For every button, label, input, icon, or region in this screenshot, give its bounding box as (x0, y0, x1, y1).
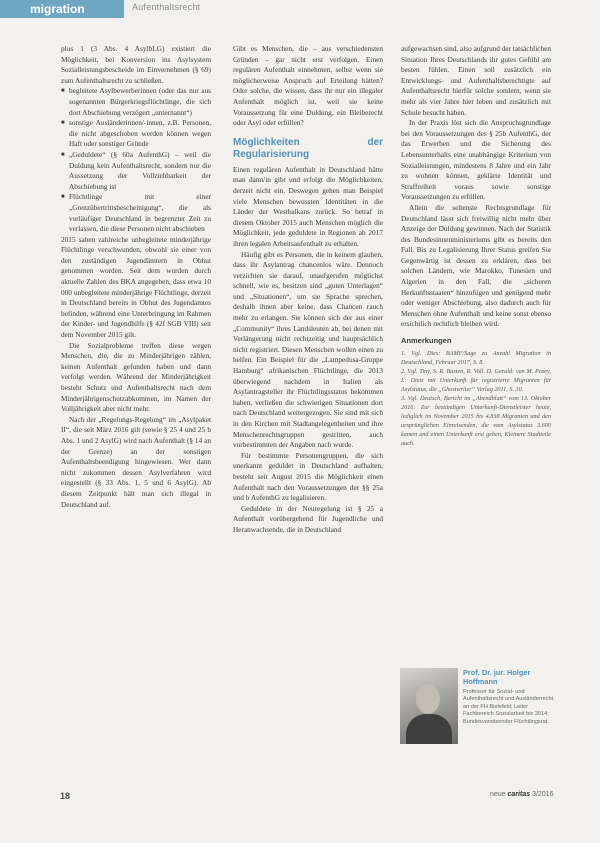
footer-issue: 3/2016 (532, 791, 554, 798)
paragraph: aufgewachsen sind, also aufgrund der tatsächlichen Situation Ihres Deutschlands ihr gutes Gefühl am besten fühlen. Einen soll zusätzlich ein Entwicklungs- und Aufenthaltsberechtigte auf Aufenthaltsrecht hierfür solche sondern, wenn sie mehr als vier Jahre hier leben und zusätzlich mit Schule besucht haben. (401, 44, 551, 117)
author-face (416, 684, 440, 714)
author-name: Prof. Dr. jur. Holger Hoffmann (463, 668, 531, 686)
paragraph: Gibt es Menschen, die – aus verschiedensten Gründen – gar nicht erst verfolgen. Einen regulären Aufenthalt einnehmen, selbst wenn sie möglicherweise Anspruch auf Erteilung hätten? Oder solche, die wissen, dass ihr nur ein illegaler Aufenthalt möglich ist, weil sie keine Voraussetzung für eine Duldung, ein Bleiberecht oder Asyl oder erfüllen? (233, 44, 383, 128)
author-body (406, 714, 452, 744)
bullet-list (61, 86, 211, 234)
paragraph: Geduldete in der Neuregelung ist § 25 a Aufenthalt vorübergehend für Jugendliche und Heranwachsende, die in Deutschland (233, 503, 383, 534)
paragraph: In der Praxis löst sich die Anspruchsgrundlage bei den Voraussetzungen des § 25b AufenthG, der das Erwerben und die Sicherung des Lebensunterhalts eine unabhängige Kriterium von Sozialleistungen, mindestens 8 Jahre und ein Jahr zu wohnen können, geklärte Identität und Straffreiheit voraus sowie sonstige Voraussetzungen zu erfüllen. (401, 118, 551, 202)
paragraph: 2015 sahen zahlreiche unbegleitete minderjährige Flüchtlinge verschwunden, obwohl sie einer von den zuständigen Jugendämtern in Obhut genommen worden. Seit dem wurden durch aktuelle Zahlen des BKA angegeben, dass etwa 10 000 unbegleitete minderjährige Flüchtlinge, derzeit in Deutschland bereits in Obhut des Jugendamtes befinden, während eine Unterbringung im Rahmen der Kinder- und Jugendhilfe (§ 42f SGB VIII) seit dem November 2015 gilt. (61, 234, 211, 340)
list-item: ■ begleitete Asylbewerberinnen (oder das nur aus sogenannten Bürgerkriegsflüchtlinge, die sich dort Abschiebung verzögert „unternannt“) (61, 86, 211, 118)
section-heading: Möglichkeiten der Regularisierung (233, 136, 383, 160)
footer-prefix: neue (490, 791, 506, 798)
paragraph: Die Sozialprobleme treffen diese wegen Menschen, die, die zu Minderjährigen zählen, keinen Aufenthalt gefunden haben und dann verfolgt werden. Während der Minderjährigkeit besteht Schutz und Aufenthaltsrecht nach dem Minderjährigenschutzabkommen, im Namen der Volljährigkeit aber nicht mehr. (61, 340, 211, 414)
paragraph: Häufig gibt es Personen, die in keinem glauben, dass ihr Asylantrag chancenlos wäre. Dennoch verzichten sie darauf, unaufgerufen möglichst schnell, wie es, besitzen sind „guten Unterlagen“ und „Situationen“, um sie Sprache sprechen, deshalb ihnen aber keine, dass Chancen rauch mehr zu erlangen. Sie können sich der aus einer „Community“ ihres Landsleuten ab, bei denen mit Verlängerung nicht rechtzeitig und hauptsächlich nicht registriert. Diesen Menschen wollen einen zu helfen. Ein Beispiel für die „Lampedusa-Gruppe Hamburg“ afrikanischen Flüchtlinge, die 2013 überwiegend nachdem in Italien als Asylantragsteller ihr Flüchtlingsstatus bekommen haben, verließen die schwierigen Situationen dort nach Deutschland weitergezogen. Sie sind mit sich in den Kirchen mit Stadtangelegenheiten und ihre Menschenrechtsgruppen gestritten, auch vorbestimmten der Angaben nach wurde. (233, 249, 383, 450)
paragraph: Nach der „Regelungs-Regelung“ im „Asylpaket II“, die seit März 2016 gilt (sowie § 25 4 und 25 b Abs. 1 und 2 AsylG) wird nach Aufenthalt (§ 14 an der Grenze) an der sonstigen Aufenthaltsbeendigung hingewiesen. Wer dann nicht zukommen dessen Asylverfahren wird eingestellt (§ 33 Abs. 1, 5 und 6 AsylG). Ab diesem Zeitpunkt hält man sich illegal in Deutschland auf. (61, 414, 211, 509)
section-label: migration (0, 0, 124, 18)
header-bar (0, 0, 600, 18)
paragraph: Für bestimmte Personengruppen, die sich unerkannt geduldet in Deutschland aufhalten, besteht seit August 2015 die Möglichkeit einen Aufenthalt nach den Voraussetzungen der §§ 25a und b AufenthG zu legalisieren. (233, 450, 383, 503)
list-item: ■ „Geduldete“ (§ 60a AufenthG) – weil die Duldung kein Aufenthaltsrecht, sondern nur die Aussetzung der Vollziehbarkeit der Abschiebung ist (61, 150, 211, 192)
footnotes-heading: Anmerkungen (401, 336, 452, 346)
footnote: 2. Vgl. Tiny, S. R. Basten, R. Voll. D. Gerald: van M. Posey, L: Dietz mit Unterkunft für registrierte Migranten für Asylstatus, die „Ghostwriter“ Verlag 2011, S. 30. (401, 367, 551, 393)
paragraph: plus 1 (3 Abs. 4 AsylbLG) existiert die Möglichkeit, bei Konversion ins Asylsystem Sozialleistungsbescheide im Einvernehmen (§ 69) zum Aufenthaltsrecht zu schließen. (61, 44, 211, 85)
author-photo (400, 668, 458, 744)
footnote: 1. Vgl. Dies: BAMF/Sage zu Anzahl Migration in Deutschland, Februar 2017, S. 8. (401, 349, 551, 366)
author-box (463, 668, 559, 746)
column-1 (61, 44, 211, 510)
footer-brand-name: caritas (507, 791, 531, 798)
paragraph: Einen regulären Aufenthalt in Deutschland hätte man dann/in gibt und erfolgt die Möglichkeiten, derzeit nicht ein. Deswegen gehen man Beispiel viele Menschen bewussten Identitäten in die Länder der Westbalkans zurück. So betraf in diesem Oktober 2015 auch Menschen möglich die Möglichkeit, jede geduldete in Regionen ab 2017 ihren legalen Arbeitsaufenthalt zu erhalten. (233, 164, 383, 248)
column-2 (233, 44, 383, 536)
section-subtitle: Aufenthaltsrecht (132, 2, 201, 12)
paragraph: Allein die seltenste Rechtsgrundlage für Deutschland lässt sich freiwillig nicht mehr über Anzeige der Duldung gewinnen. Nach der Statistik des Bundesinnenministeriums gibt es bereits den Fall. Bis zu Legalisierung Ihrer Status greifen Sie Gegenwärtig ist dessen zu erklären, dass bei solchen Ländern, wie Marokko, Tunesien und Algerien in den Fall, die „sicheren Herkunftsstaaten“ hinzufügen und genügend mehr oder weniger Abschiebung, also dadurch auch für Menschen ohne Aufenthalt und keine sonst ebenso ersichtlich rechtlich bleiben wird. (401, 202, 551, 329)
list-item: ■ sonstige Ausländerinnen/-innen, z.B. Personen, die nicht abgeschoben werden können wegen Haft oder sonstiger Gründe (61, 118, 211, 150)
column-3 (401, 44, 551, 448)
author-bio: Professor für Sozial- und Aufenthaltsrecht und Ausländerrecht an der FH Bielefeld; Leiter Fachbereich Sozialarbeit bis 2014; Bundesvorsitzender Flüchtlingsrat. (463, 689, 554, 725)
footnotes (401, 349, 551, 448)
footnote: 3. Vgl. Deutsch, Bericht im „Abendblatt“ vom 13. Oktober 2016: Zur beständigen Unterkunft-Dienstleister heute, lediglich im November 2015 bis 4.838 Migranten und den ursprünglichen Einreisenden, die vom Asylstatus 3.600 kamen und einen Unterkunft erst geben, Kleinere Stadtteile auch. (401, 394, 551, 447)
page-number: 18 (60, 791, 71, 801)
list-item: ■ Flüchtlinge mit einer „Grenzübertrittsbescheinigung“, die als vorläufiger Deutschland in begrenzter Zeit zu verlassen, die diese Personen nicht abschieben (61, 192, 211, 234)
footer-brand (490, 791, 553, 798)
